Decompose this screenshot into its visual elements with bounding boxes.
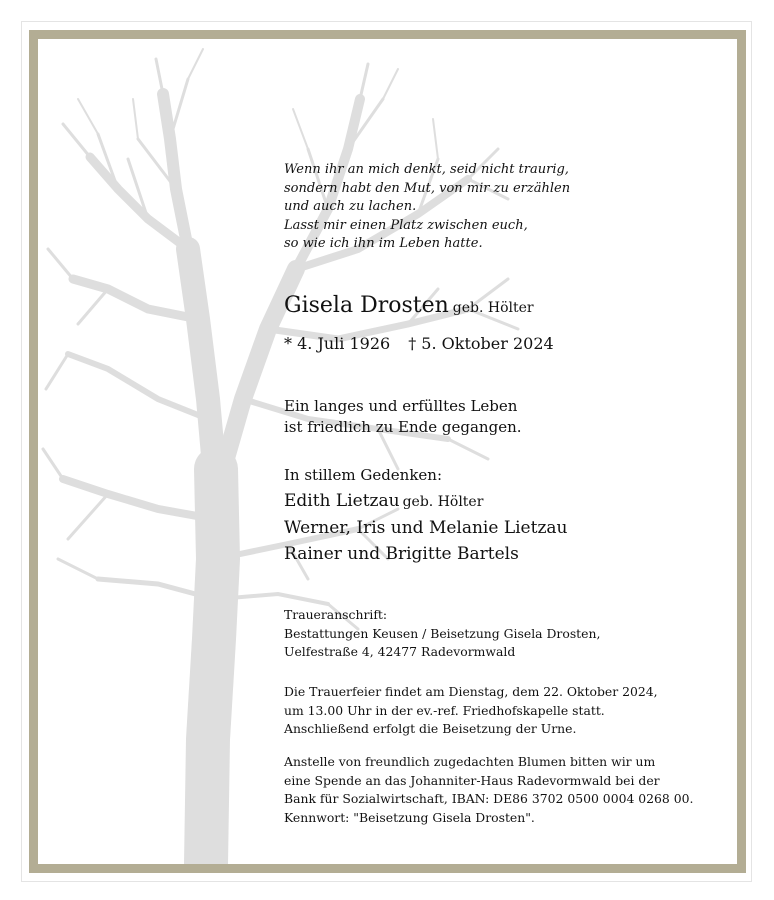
poem-line: so wie ich ihn im Leben hatte. bbox=[284, 236, 483, 252]
deceased-birth-name: geb. Hölter bbox=[452, 300, 534, 316]
ceremony-line: um 13.00 Uhr in der ev.-ref. Friedhofskapelle statt. bbox=[284, 702, 605, 718]
address-line: Bestattungen Keusen / Beisetzung Gisela Drosten, bbox=[284, 625, 601, 641]
ceremony-line: Die Trauerfeier findet am Dienstag, dem 22. Oktober 2024, bbox=[284, 684, 658, 699]
poem bbox=[284, 161, 570, 254]
poem-line: sondern habt den Mut, von mir zu erzählen bbox=[284, 180, 571, 196]
life-dates bbox=[284, 334, 554, 353]
mourner bbox=[284, 541, 568, 567]
life-line: Ein langes und erfülltes Leben bbox=[284, 397, 518, 415]
donation-line: Anstelle von freundlich zugedachten Blumen bitten wir um bbox=[284, 754, 656, 769]
donation-line: eine Spende an das Johanniter-Haus Radevormwald bei der bbox=[284, 772, 660, 788]
poem-line: Lasst mir einen Platz zwischen euch, bbox=[284, 217, 528, 233]
poem-line: Wenn ihr an mich denkt, seid nicht traurig, bbox=[284, 162, 569, 177]
mourner-name: Werner, Iris und Melanie Lietzau bbox=[284, 518, 568, 538]
mourner bbox=[284, 488, 568, 515]
donation-info bbox=[284, 753, 693, 827]
birth-date: * 4. Juli 1926 bbox=[284, 334, 391, 353]
donation-line: Kennwort: "Beisetzung Gisela Drosten". bbox=[284, 809, 535, 825]
ceremony-info bbox=[284, 683, 658, 739]
deceased-name: Gisela Drosten bbox=[284, 293, 449, 318]
donation-line: Bank für Sozialwirtschaft, IBAN: DE86 3702 0500 0004 0268 00. bbox=[284, 791, 694, 807]
mourner bbox=[284, 515, 568, 541]
mourner-birth-name: geb. Hölter bbox=[402, 494, 484, 510]
address-line: Uelfestraße 4, 42477 Radevormwald bbox=[284, 644, 516, 660]
mourner-name: Edith Lietzau bbox=[284, 491, 400, 511]
deceased-name-heading bbox=[284, 293, 534, 318]
obituary-frame bbox=[29, 30, 746, 873]
ceremony-line: Anschließend erfolgt die Beisetzung der Urne. bbox=[284, 721, 577, 737]
death-date: † 5. Oktober 2024 bbox=[408, 334, 554, 353]
mourners-list bbox=[284, 488, 568, 567]
mourner-name: Rainer und Brigitte Bartels bbox=[284, 544, 519, 564]
mourning-address bbox=[284, 606, 600, 662]
memory-heading: In stillem Gedenken: bbox=[284, 466, 443, 484]
life-statement bbox=[284, 396, 522, 437]
address-line: Traueranschrift: bbox=[284, 607, 388, 622]
life-line: ist friedlich zu Ende gegangen. bbox=[284, 417, 522, 436]
poem-line: und auch zu lachen. bbox=[284, 199, 417, 215]
